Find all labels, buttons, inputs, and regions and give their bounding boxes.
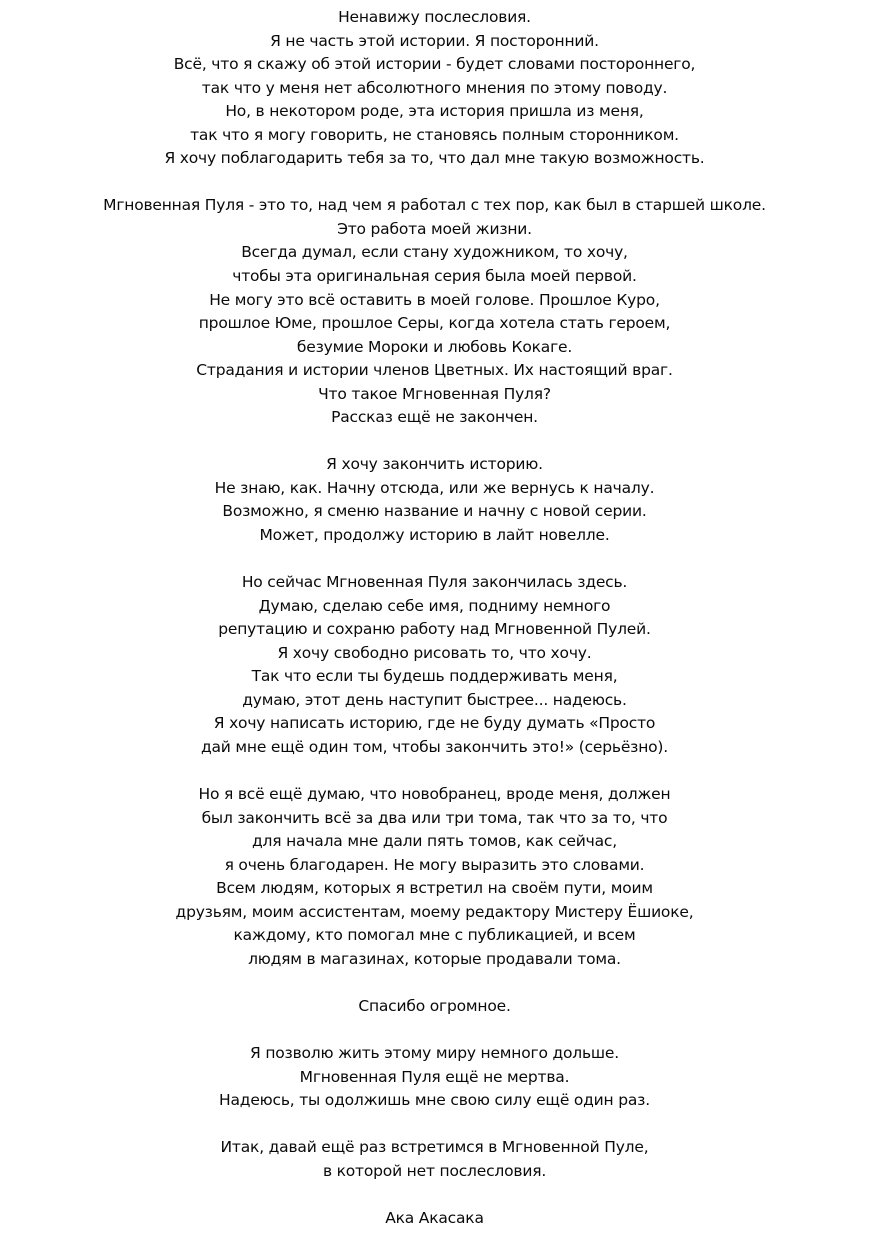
paragraph [0,571,869,759]
text-line: Я хочу свободно рисовать то, что хочу. [277,643,592,662]
paragraph [0,1042,869,1113]
text-line: Спасибо огромное. [358,996,511,1015]
text-line: безумие Мороки и любовь Кокаге. [296,337,573,356]
text-line: Ненавижу послесловия. [338,8,531,26]
text-line: Что такое Мгновенная Пуля? [318,384,551,403]
text-line: Не могу это всё оставить в моей голове. Прошлое Куро, [209,290,660,309]
paragraph-gap [0,1019,869,1043]
text-line: каждому, кто помогал мне с публикацией, и всем [233,926,636,945]
text-line: Но, в некотором роде, эта история пришла из меня, [225,102,644,121]
text-line: Я хочу закончить историю. [326,455,543,474]
text-line: Но я всё ещё думаю, что новобранец, вроде меня, должен [198,785,671,804]
text-line: Мгновенная Пуля - это то, над чем я работал с тех пор, как был в старшей школе. [103,196,766,215]
paragraph [0,6,869,171]
text-line: Это работа моей жизни. [337,219,532,238]
text-line: так что у меня нет абсолютного мнения по этому поводу. [201,78,668,97]
text-line: Надеюсь, ты одолжишь мне свою силу ещё один раз. [219,1091,650,1110]
text-line: Может, продолжу историю в лайт новелле. [259,526,610,545]
text-line: для начала мне дали пять томов, как сейчас, [252,832,617,851]
text-line: был закончить всё за два или три тома, так что за то, что [201,808,668,827]
signature-paragraph [0,1207,869,1231]
text-line: Мгновенная Пуля ещё не мертва. [299,1067,570,1086]
paragraph-gap [0,760,869,784]
paragraph [0,1136,869,1183]
text-line: Возможно, я сменю название и начну с новой серии. [222,502,647,521]
text-line: Но сейчас Мгновенная Пуля закончилась здесь. [241,573,628,592]
paragraph-gap [0,430,869,454]
text-line: Всем людям, которых я встретил на своём пути, моим [216,879,653,898]
text-line: репутацию и сохраню работу над Мгновенной Пулей. [218,620,651,639]
paragraph-gap [0,171,869,195]
text-line: Я позволю жить этому миру немного дольше. [250,1044,619,1063]
text-line: Рассказ ещё не закончен. [331,408,538,427]
text-line: Я не часть этой истории. Я посторонний. [270,31,599,50]
text-line: Так что если ты будешь поддерживать меня, [251,667,618,686]
author-signature: Ака Акасака [385,1208,484,1227]
paragraph [0,194,869,429]
text-line: Думаю, сделаю себе имя, подниму немного [258,596,611,615]
text-line: Всё, что я скажу об этой истории - будет словами постороннего, [173,55,696,74]
paragraph-gap [0,1183,869,1207]
text-line: Итак, давай ещё раз встретимся в Мгновенной Пуле, [220,1138,649,1157]
text-line: дай мне ещё один том, чтобы закончить это!» (серьёзно). [200,737,669,756]
text-line: людям в магазинах, которые продавали тома. [248,949,621,968]
text-line: Всегда думал, если стану художником, то хочу, [241,243,628,262]
paragraph-gap [0,548,869,572]
text-line: так что я могу говорить, не становясь полным сторонником. [190,125,679,144]
text-line: думаю, этот день наступит быстрее... надеюсь. [242,690,627,709]
text-line: друзьям, моим ассистентам, моему редактору Мистеру Ёшиоке, [175,902,694,921]
text-line: Я хочу поблагодарить тебя за то, что дал мне такую возможность. [164,149,705,168]
text-line: я очень благодарен. Не могу выразить это словами. [224,855,645,874]
paragraph [0,783,869,971]
afterword-page [0,6,869,1230]
paragraph-gap [0,1113,869,1137]
paragraph [0,995,869,1019]
text-line: в которой нет послесловия. [322,1161,547,1180]
text-line: Страдания и истории членов Цветных. Их настоящий враг. [196,361,673,380]
text-line: чтобы эта оригинальная серия была моей первой. [232,267,637,286]
paragraph-gap [0,971,869,995]
text-line: Я хочу написать историю, где не буду думать «Просто [213,714,656,733]
text-line: Не знаю, как. Начну отсюда, или же вернусь к началу. [214,478,655,497]
paragraph [0,453,869,547]
text-line: прошлое Юме, прошлое Серы, когда хотела стать героем, [198,314,671,333]
